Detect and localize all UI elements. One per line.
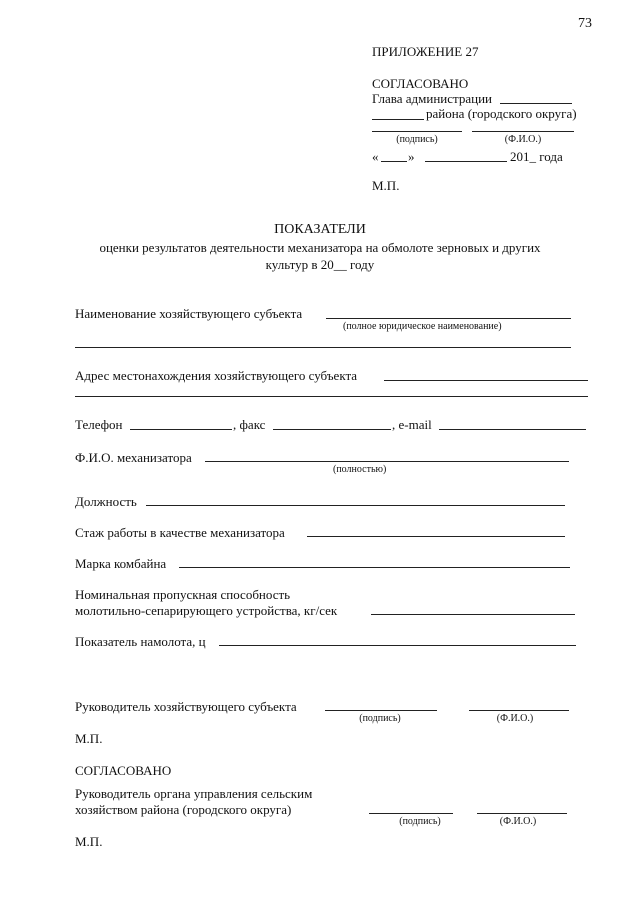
date-open-quote: « (372, 149, 379, 164)
entity-name-label: Наименование хозяйствующего субъекта (75, 306, 303, 321)
date-close-quote: » (408, 149, 415, 164)
capacity-label-line1: Номинальная пропускная способность (75, 587, 291, 602)
date-year: 201_ года (510, 149, 563, 164)
manager-fio-line[interactable] (469, 710, 569, 711)
head-admin-line[interactable] (500, 103, 572, 104)
agency-signature-line[interactable] (369, 813, 453, 814)
date-month-line[interactable] (425, 161, 507, 162)
experience-label: Стаж работы в качестве механизатора (75, 525, 285, 540)
approval-signature-caption: (подпись) (396, 134, 438, 145)
phone-label: Телефон (75, 417, 123, 432)
document-subtitle-line2: культур в 20__ году (265, 257, 375, 272)
approval-fio-caption: (Ф.И.О.) (504, 134, 542, 145)
date-day-line[interactable] (381, 161, 407, 162)
head-admin-label: Глава администрации (372, 91, 493, 106)
manager-fio-caption: (Ф.И.О.) (496, 713, 534, 724)
approval-fio-line[interactable] (472, 131, 574, 132)
email-line[interactable] (439, 429, 586, 430)
seal-label: М.П. (372, 178, 400, 193)
agency-label-line1: Руководитель органа управления сельским (75, 786, 313, 801)
manager-label: Руководитель хозяйствующего субъекта (75, 699, 297, 714)
page-number: 73 (578, 16, 592, 31)
address-label: Адрес местонахождения хозяйствующего субъекта (75, 368, 358, 383)
combine-brand-label: Марка комбайна (75, 556, 167, 571)
combine-brand-line[interactable] (179, 567, 570, 568)
manager-signature-line[interactable] (325, 710, 437, 711)
agency-signature-caption: (подпись) (399, 816, 441, 827)
document-title: ПОКАЗАТЕЛИ (274, 222, 366, 237)
email-label: , e-mail (392, 417, 432, 432)
district-line[interactable] (372, 119, 424, 120)
approval-signature-line[interactable] (372, 131, 462, 132)
entity-name-caption: (полное юридическое наименование) (343, 321, 502, 332)
footer-seal-label: М.П. (75, 731, 103, 746)
appendix-label: ПРИЛОЖЕНИЕ 27 (372, 44, 479, 59)
threshing-label: Показатель намолота, ц (75, 634, 206, 649)
entity-name-line[interactable] (326, 318, 571, 319)
capacity-line[interactable] (371, 614, 575, 615)
entity-name-line-2[interactable] (75, 347, 571, 348)
address-line[interactable] (384, 380, 588, 381)
threshing-line[interactable] (219, 645, 576, 646)
agency-fio-line[interactable] (477, 813, 567, 814)
footer-seal-label-2: М.П. (75, 834, 103, 849)
phone-line[interactable] (130, 429, 232, 430)
address-line-2[interactable] (75, 396, 588, 397)
footer-approval-heading: СОГЛАСОВАНО (75, 763, 172, 778)
experience-line[interactable] (307, 536, 565, 537)
position-line[interactable] (146, 505, 565, 506)
operator-name-label: Ф.И.О. механизатора (75, 450, 192, 465)
fax-line[interactable] (273, 429, 391, 430)
fax-label: , факс (233, 417, 266, 432)
agency-fio-caption: (Ф.И.О.) (499, 816, 537, 827)
operator-name-caption: (полностью) (333, 464, 387, 475)
position-label: Должность (75, 494, 137, 509)
operator-name-line[interactable] (205, 461, 569, 462)
district-label: района (городского округа) (426, 106, 577, 121)
capacity-label-line2: молотильно-сепарирующего устройства, кг/сек (75, 603, 338, 618)
document-subtitle-line1: оценки результатов деятельности механизатора на обмолоте зерновых и других (99, 240, 541, 255)
manager-signature-caption: (подпись) (359, 713, 401, 724)
agency-label-line2: хозяйством района (городского округа) (75, 802, 292, 817)
approval-heading: СОГЛАСОВАНО (372, 76, 469, 91)
